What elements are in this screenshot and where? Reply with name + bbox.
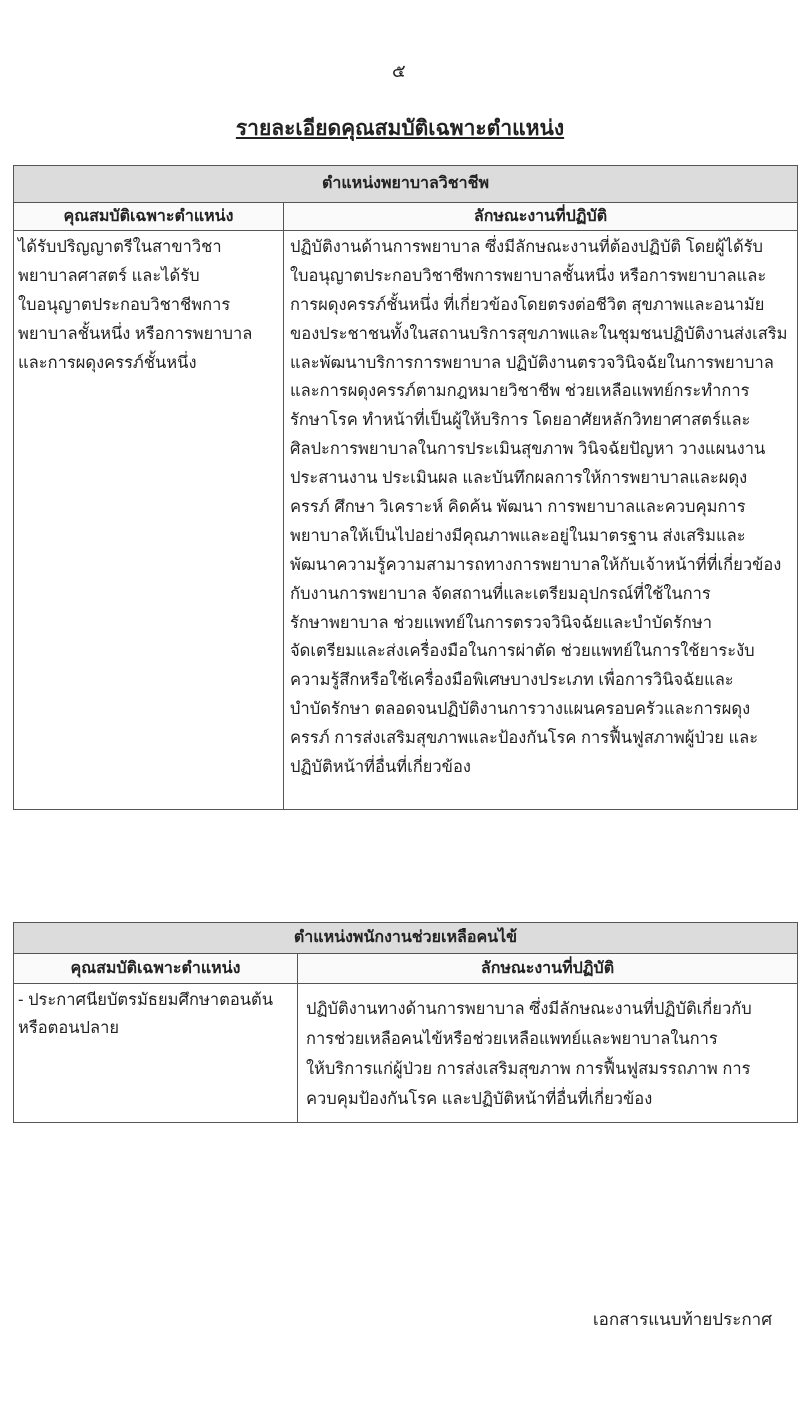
qualification-cell [14,984,298,1123]
text-line: พยาบาลให้เป็นไปอย่างมีคุณภาพและอยู่ในมาตรฐาน ส่งเสริมและ [290,526,746,545]
text-line: การช่วยเหลือคนไข้หรือช่วยเหลือแพทย์และพยาบาลในการ [306,1030,718,1048]
page-number: ๕ [392,61,406,81]
text-line: และการผดุงครรภ์ชั้นหนึ่ง [18,353,197,372]
qualification-cell [14,231,284,810]
text-line: ได้รับปริญญาตรีในสาขาวิชา [18,238,222,256]
text-line: หรือตอนปลาย [18,1019,120,1037]
text-line: ประสานงาน ประเมินผล และบันทึกผลการให้การพยาบาลและผดุง [290,469,748,488]
text-line: ครรภ์ ศึกษา วิเคราะห์ คิดค้น พัฒนา การพยาบาลและควบคุมการ [290,498,746,517]
text-line: และการผดุงครรภ์ตามกฎหมายวิชาชีพ ช่วยเหลือแพทย์กระทำการ [290,382,750,401]
text-line: ปฏิบัติงานด้านการพยาบาล ซึ่งมีลักษณะงานที่ต้องปฏิบัติ โดยผู้ได้รับ [290,238,763,256]
duties-cell [284,231,798,810]
text-line: พยาบาลชั้นหนึ่ง หรือการพยาบาล [18,324,253,343]
table-caption: ตำแหน่งพยาบาลวิชาชีพ [14,166,798,203]
text-line: - ประกาศนียบัตรมัธยมศึกษาตอนต้น [18,991,274,1009]
text-line: ให้บริการแก่ผู้ป่วย การส่งเสริมสุขภาพ การฟื้นฟูสมรรถภาพ การ [306,1060,751,1078]
text-line: รักษาโรค ทำหน้าที่เป็นผู้ให้บริการ โดยอาศัยหลักวิทยาศาสตร์และ [290,411,751,430]
table-caption: ตำแหน่งพนักงานช่วยเหลือคนไข้ [14,923,798,954]
text-line: พัฒนาความรู้ความสามารถทางการพยาบาลให้กับเจ้าหน้าที่ที่เกี่ยวข้อง [290,555,782,574]
text-line: ควบคุมป้องกันโรค และปฏิบัติหน้าที่อื่นที่เกี่ยวข้อง [306,1090,653,1108]
text-line: และพัฒนาบริการการพยาบาล ปฏิบัติงานตรวจวินิจฉัยในการพยาบาล [290,353,774,372]
text-line: ของประชาชนทั้งในสถานบริการสุขภาพและในชุมชนปฏิบัติงานส่งเสริม [290,324,788,343]
document-title: รายละเอียดคุณสมบัติเฉพาะตำแหน่ง [235,117,565,140]
column-header-duties: ลักษณะงานที่ปฏิบัติ [298,954,798,984]
text-line: ใบอนุญาตประกอบวิชาชีพการ [18,295,231,314]
column-header-qualification: คุณสมบัติเฉพาะตำแหน่ง [14,954,298,984]
position-table-patient-assistant [13,922,798,1123]
text-line: ศิลปะการพยาบาลในการประเมินสุขภาพ วินิจฉัยปัญหา วางแผนงาน [290,440,766,459]
text-line: ครรภ์ การส่งเสริมสุขภาพและป้องกันโรค การฟื้นฟูสภาพผู้ป่วย และ [290,729,759,748]
text-line: รักษาพยาบาล ช่วยแพทย์ในการตรวจวินิจฉัยและบำบัดรักษา [290,613,713,632]
duties-cell [298,984,798,1123]
text-line: ปฏิบัติงานทางด้านการพยาบาล ซึ่งมีลักษณะงานที่ปฏิบัติเกี่ยวกับ [306,1000,752,1018]
text-line: ความรู้สึกหรือใช้เครื่องมือพิเศษบางประเภท เพื่อการวินิจฉัยและ [290,671,734,690]
text-line: ใบอนุญาตประกอบวิชาชีพการพยาบาลชั้นหนึ่ง หรือการพยาบาลและ [290,266,767,285]
text-line: การผดุงครรภ์ชั้นหนึ่ง ที่เกี่ยวข้องโดยตรงต่อชีวิต สุขภาพและอนามัย [290,295,765,314]
text-line: กับงานการพยาบาล จัดสถานที่และเตรียมอุปกรณ์ที่ใช้ในการ [290,584,711,603]
column-header-duties: ลักษณะงานที่ปฏิบัติ [284,203,798,231]
column-header-qualification: คุณสมบัติเฉพาะตำแหน่ง [14,203,284,231]
text-line: จัดเตรียมและส่งเครื่องมือในการผ่าตัด ช่วยแพทย์ในการใช้ยาระงับ [290,642,755,661]
footer-note: เอกสารแนบท้ายประกาศ [592,1310,772,1329]
text-line: พยาบาลศาสตร์ และได้รับ [18,266,200,285]
position-table-registered-nurse [13,165,798,810]
text-line: ปฏิบัติหน้าที่อื่นที่เกี่ยวข้อง [290,758,471,777]
text-line: บำบัดรักษา ตลอดจนปฏิบัติงานการวางแผนครอบครัวและการผดุง [290,700,751,719]
